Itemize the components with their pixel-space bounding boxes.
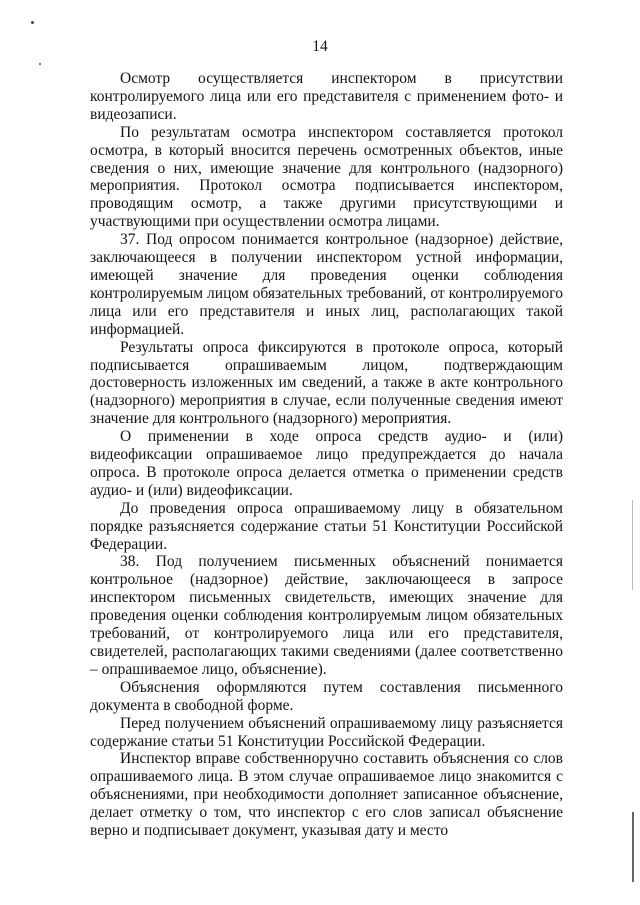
paragraph-explanation-constitution: Перед получением объяснений опрашиваемому лицу разъясняется содержание статьи 51 Конституции Российской Федерации. <box>90 714 563 750</box>
paragraph-item-37: 37. Под опросом понимается контрольное (надзорное) действие, заключающееся в получении инспектором устной информации, имеющей значение для проведения оценки соблюдения контролируемым лицом обязательных требований, от контролируемого лица или его представителя и иных лиц, располагающих такой информацией. <box>90 231 563 338</box>
paragraph-explanation-form: Объяснения оформляются путем составления письменного документа в свободной форме. <box>90 678 563 714</box>
paragraph-interview-results: Результаты опроса фиксируются в протоколе опроса, который подписывается опрашиваемым лицом, подтверждающим достоверность изложенных им сведений, а также в акте контрольного (надзорного) мероприятия в случае, если полученные сведения имеют значение для контрольного (надзорного) мероприятия. <box>90 338 563 428</box>
paragraph-inspector-writes: Инспектор вправе собственноручно составить объяснения со слов опрашиваемого лица. В этом случае опрашиваемое лицо знакомится с объяснениями, при необходимости дополняет записанное объяснение, делает отметку о том, что инспектор с его слов записал объяснение верно и подписывает документ, указывая дату и место <box>90 750 563 840</box>
paragraph-inspection: Осмотр осуществляется инспектором в присутствии контролируемого лица или его представителя с применением фото- и видеозаписи. <box>90 70 563 123</box>
scan-speck <box>39 63 41 65</box>
scan-edge-mark <box>632 500 633 590</box>
scan-speck <box>31 21 34 24</box>
paragraph-inspection-protocol: По результатам осмотра инспектором составляется протокол осмотра, в который вносится перечень осмотренных объектов, иные сведения о них, имеющие значение для контрольного (надзорного) мероприятия. Протокол осмотра подписывается инспектором, проводящим осмотр, а также другими присутствующими и участвующими при осуществлении осмотра лицами. <box>90 123 563 231</box>
paragraph-constitution-notice: До проведения опроса опрашиваемому лицу в обязательном порядке разъясняется содержание статьи 51 Конституции Российской Федерации. <box>90 499 563 553</box>
paragraph-recording-notice: О применении в ходе опроса средств аудио- и (или) видеофиксации опрашиваемое лицо предупреждается до начала опроса. В протоколе опроса делается отметка о применении средств аудио- и (или) видеофиксации. <box>90 428 563 499</box>
scan-edge-mark <box>632 812 634 882</box>
paragraph-item-38: 38. Под получением письменных объяснений понимается контрольное (надзорное) действие, заключающееся в запросе инспектором письменных свидетельств, имеющих значение для проведения оценки соблюдения контролируемым лицом обязательных требований, от контролируемого лица или его представителя, свидетелей, располагающих такими сведениями (далее соответственно – опрашиваемое лицо, объяснение). <box>90 553 563 678</box>
page-number: 14 <box>312 38 328 55</box>
document-body <box>90 70 563 840</box>
